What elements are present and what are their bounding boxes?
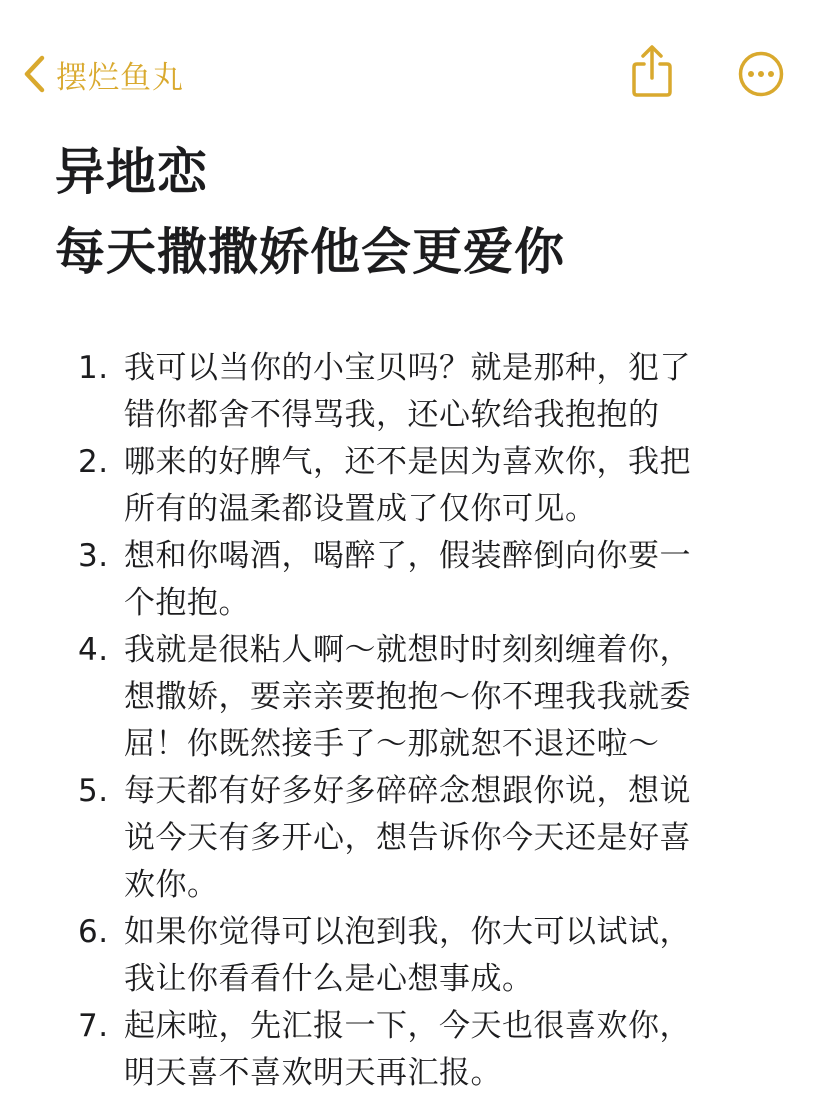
- list-item-text-line: 说今天有多开心，想告诉你今天还是好喜: [124, 820, 691, 856]
- navigation-bar: [0, 0, 828, 140]
- list-item-text-line: 所有的温柔都设置成了仅你可见。: [124, 491, 597, 527]
- list-item-text-line: 屈！你既然接手了～那就恕不退还啦～: [124, 726, 660, 762]
- list-item[interactable]: [0, 439, 828, 533]
- list-item-number: 1.: [78, 350, 109, 386]
- list-item-text-line: 起床啦，先汇报一下，今天也很喜欢你，: [124, 1008, 691, 1044]
- back-button-label: 摆烂鱼丸: [56, 59, 184, 96]
- list-item[interactable]: [0, 533, 828, 627]
- more-icon: [738, 51, 784, 97]
- list-item[interactable]: [0, 909, 828, 1003]
- list-item-number: 5.: [78, 773, 109, 809]
- list-item[interactable]: [0, 1003, 828, 1097]
- list-item-text-line: 想撒娇，要亲亲要抱抱～你不理我我就委: [124, 679, 691, 715]
- note-title[interactable]: [55, 132, 795, 292]
- list-item-text-line: 明天喜不喜欢明天再汇报。: [124, 1055, 502, 1091]
- list-item[interactable]: [0, 345, 828, 439]
- share-icon: [628, 44, 676, 98]
- list-item-text-line: 想和你喝酒，喝醉了，假装醉倒向你要一: [124, 538, 691, 574]
- chevron-left-icon: [22, 54, 46, 94]
- list-item-number: 6.: [78, 914, 109, 950]
- list-item-number: 7.: [78, 1008, 109, 1044]
- list-item-text-line: 我让你看看什么是心想事成。: [124, 961, 534, 997]
- list-item-text-line: 每天都有好多好多碎碎念想跟你说，想说: [124, 773, 691, 809]
- list-item-text-line: 如果你觉得可以泡到我，你大可以试试，: [124, 914, 691, 950]
- list-item[interactable]: [0, 768, 828, 909]
- note-title-line-1: 异地恋: [55, 143, 208, 201]
- list-item-text-line: 欢你。: [124, 867, 219, 903]
- list-item-number: 3.: [78, 538, 109, 574]
- back-button[interactable]: [22, 50, 184, 98]
- numbered-list[interactable]: [0, 345, 828, 1097]
- list-item-text-line: 我就是很粘人啊～就想时时刻刻缠着你，: [124, 632, 691, 668]
- share-button[interactable]: [628, 44, 676, 102]
- list-item[interactable]: [0, 627, 828, 768]
- list-item-number: 2.: [78, 444, 109, 480]
- more-button[interactable]: [738, 51, 784, 101]
- note-title-line-2: 每天撒撒娇他会更爱你: [55, 223, 565, 281]
- list-item-text-line: 哪来的好脾气，还不是因为喜欢你，我把: [124, 444, 691, 480]
- list-item-number: 4.: [78, 632, 109, 668]
- list-item-text-line: 我可以当你的小宝贝吗？就是那种，犯了: [124, 350, 691, 386]
- list-item-text-line: 个抱抱。: [124, 585, 250, 621]
- list-item-text-line: 错你都舍不得骂我，还心软给我抱抱的: [124, 397, 660, 433]
